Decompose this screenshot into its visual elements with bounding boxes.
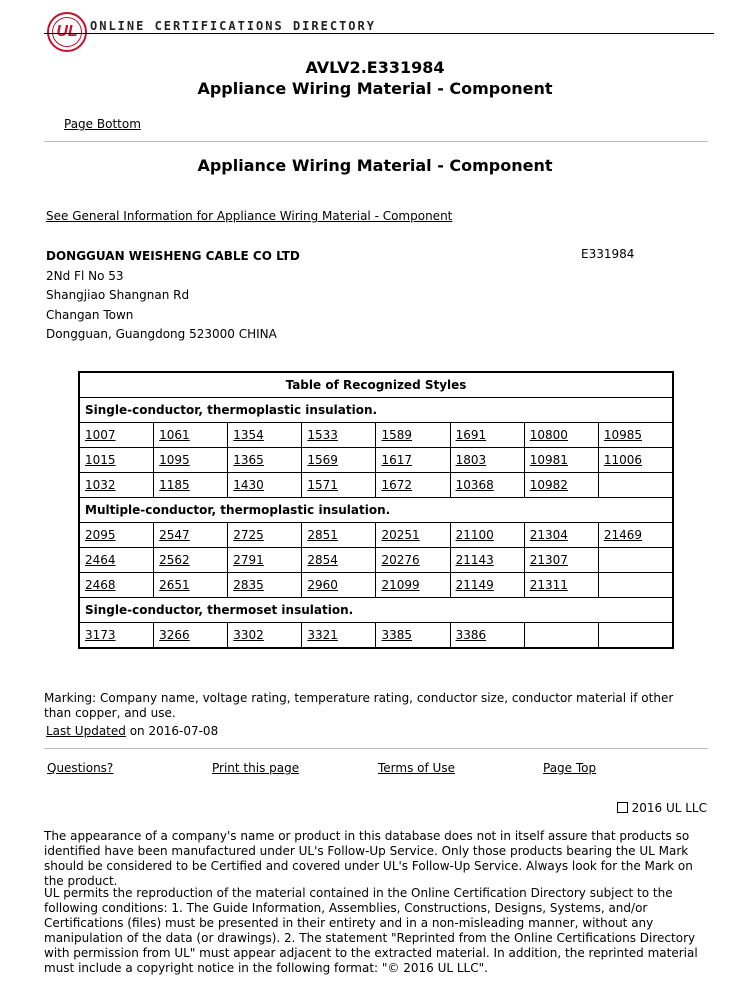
style-cell <box>598 523 673 548</box>
style-number-link[interactable]: 2095 <box>85 528 116 542</box>
style-cell <box>228 548 302 573</box>
section-heading: Appliance Wiring Material - Component <box>197 156 553 175</box>
style-number-link[interactable]: 3302 <box>233 628 264 642</box>
style-cell <box>154 423 228 448</box>
copyright <box>617 801 707 815</box>
table-row <box>79 523 673 548</box>
style-number-link[interactable]: 10368 <box>455 478 494 492</box>
style-cell <box>302 448 376 473</box>
style-cell <box>524 423 598 448</box>
address-line: Shangjiao Shangnan Rd <box>46 288 190 302</box>
style-number-link[interactable]: 1007 <box>85 428 116 442</box>
bottom-divider <box>44 748 708 749</box>
style-cell <box>154 448 228 473</box>
style-cell <box>154 573 228 598</box>
style-cell <box>228 473 302 498</box>
style-group-row <box>79 598 673 623</box>
style-cell <box>79 523 154 548</box>
style-cell <box>228 573 302 598</box>
style-cell <box>450 623 524 649</box>
style-cell <box>79 623 154 649</box>
style-number-link[interactable]: 3321 <box>307 628 338 642</box>
style-number-link[interactable]: 1589 <box>381 428 413 442</box>
style-cell <box>376 523 450 548</box>
style-number-link[interactable]: 2547 <box>159 528 190 542</box>
table-caption: Table of Recognized Styles <box>79 372 673 398</box>
style-cell <box>524 473 598 498</box>
style-number-link[interactable]: 3173 <box>85 628 116 642</box>
style-number-link[interactable]: 20276 <box>381 553 420 567</box>
directory-title: ONLINE CERTIFICATIONS DIRECTORY <box>90 19 376 33</box>
style-number-link[interactable]: 2725 <box>233 528 264 542</box>
company-info <box>46 247 300 345</box>
style-number-link[interactable]: 11006 <box>603 453 642 467</box>
file-number: E331984 <box>581 247 635 261</box>
style-number-link[interactable]: 1569 <box>307 453 338 467</box>
style-number-link[interactable]: 1365 <box>233 453 264 467</box>
style-cell <box>376 473 450 498</box>
site-header <box>0 0 750 60</box>
style-cell <box>154 473 228 498</box>
address-line: 2Nd Fl No 53 <box>46 268 124 283</box>
recognized-styles-table <box>78 371 674 649</box>
style-cell <box>228 448 302 473</box>
ul-logo-ring <box>52 17 82 47</box>
style-number-link[interactable]: 2835 <box>233 578 264 592</box>
style-cell <box>302 423 376 448</box>
style-number-link[interactable]: 1032 <box>85 478 116 492</box>
style-number-link[interactable]: 2651 <box>159 578 190 592</box>
style-cell <box>598 423 673 448</box>
style-cell <box>302 623 376 649</box>
style-cell <box>302 548 376 573</box>
print-page-link[interactable]: Print this page <box>212 761 300 775</box>
style-number-link[interactable]: 10985 <box>603 428 642 442</box>
style-cell <box>154 623 228 649</box>
ul-logo[interactable] <box>47 12 87 52</box>
table-caption-row <box>79 372 673 398</box>
category-code: AVLV2.E331984 <box>305 58 445 77</box>
style-number-link[interactable]: 1617 <box>381 453 413 467</box>
last-updated-link[interactable]: Last Updated <box>46 724 126 738</box>
style-group-label: Single-conductor, thermoset insulation. <box>79 598 673 623</box>
style-number-link[interactable]: 1571 <box>307 478 338 492</box>
style-cell <box>228 623 302 649</box>
header-divider <box>44 33 714 34</box>
style-number-link[interactable]: 1015 <box>85 453 116 467</box>
category-title: Appliance Wiring Material - Component <box>197 79 553 98</box>
style-number-link[interactable]: 3266 <box>159 628 190 642</box>
style-number-link[interactable]: 2464 <box>85 553 116 567</box>
style-cell <box>450 523 524 548</box>
table-row <box>79 573 673 598</box>
copyright-text: 2016 UL LLC <box>631 801 707 815</box>
style-cell <box>376 548 450 573</box>
style-cell <box>524 523 598 548</box>
style-cell <box>302 573 376 598</box>
style-cell <box>228 523 302 548</box>
style-number-link[interactable]: 20251 <box>381 528 420 542</box>
style-cell <box>228 423 302 448</box>
ul-logo-text: UL <box>56 23 78 40</box>
style-group-row <box>79 498 673 523</box>
style-cell <box>598 623 673 649</box>
style-group-label: Single-conductor, thermoplastic insulation. <box>79 398 673 423</box>
style-number-link[interactable]: 2851 <box>307 528 338 542</box>
style-number-link[interactable]: 2562 <box>159 553 190 567</box>
company-name: DONGGUAN WEISHENG CABLE CO LTD <box>46 249 300 263</box>
style-cell <box>154 548 228 573</box>
style-number-link[interactable]: 1533 <box>307 428 338 442</box>
style-cell <box>598 448 673 473</box>
style-cell <box>376 448 450 473</box>
general-info-link[interactable]: See General Information for Appliance Wiring Material - Component <box>46 209 453 223</box>
style-cell <box>376 623 450 649</box>
table-row <box>79 448 673 473</box>
style-number-link[interactable]: 21307 <box>529 553 568 567</box>
terms-of-use-link[interactable]: Terms of Use <box>378 761 455 775</box>
style-cell <box>524 448 598 473</box>
style-number-link[interactable]: 21149 <box>455 578 494 592</box>
style-number-link[interactable]: 2854 <box>307 553 338 567</box>
style-number-link[interactable]: 21311 <box>529 578 568 592</box>
table-row <box>79 548 673 573</box>
marking-text: Marking: Company name, voltage rating, temperature rating, conductor size, conductor material if other than copper, and use. <box>44 691 674 720</box>
style-group-row <box>79 398 673 423</box>
style-number-link[interactable]: 2468 <box>85 578 116 592</box>
style-cell <box>302 473 376 498</box>
style-number-link[interactable]: 21469 <box>603 528 642 542</box>
style-cell <box>524 548 598 573</box>
style-number-link[interactable]: 21143 <box>455 553 494 567</box>
style-cell <box>302 523 376 548</box>
last-updated-date: on 2016-07-08 <box>125 724 219 738</box>
style-cell <box>450 548 524 573</box>
style-cell <box>376 573 450 598</box>
style-number-link[interactable]: 21100 <box>455 528 494 542</box>
style-number-link[interactable]: 21099 <box>381 578 420 592</box>
table-row <box>79 623 673 649</box>
style-number-link[interactable]: 1185 <box>159 478 190 492</box>
table-row <box>79 423 673 448</box>
style-cell <box>598 548 673 573</box>
style-cell <box>450 448 524 473</box>
style-number-link[interactable]: 10982 <box>529 478 568 492</box>
style-group-label: Multiple-conductor, thermoplastic insulation. <box>79 498 673 523</box>
style-cell <box>79 423 154 448</box>
style-number-link[interactable]: 1672 <box>381 478 413 492</box>
style-cell <box>154 523 228 548</box>
style-cell <box>524 623 598 649</box>
style-number-link[interactable]: 10800 <box>529 428 568 442</box>
style-cell <box>79 548 154 573</box>
style-number-link[interactable]: 21304 <box>529 528 568 542</box>
style-cell <box>79 473 154 498</box>
style-cell <box>450 573 524 598</box>
style-cell <box>524 573 598 598</box>
top-divider <box>44 141 708 142</box>
style-cell <box>376 423 450 448</box>
style-number-link[interactable]: 1691 <box>455 428 487 442</box>
last-updated <box>46 724 218 738</box>
style-number-link[interactable]: 1803 <box>455 453 487 467</box>
style-cell <box>79 573 154 598</box>
style-number-link[interactable]: 2791 <box>233 553 264 567</box>
copyright-icon <box>617 802 628 813</box>
style-number-link[interactable]: 1061 <box>159 428 190 442</box>
table-row <box>79 473 673 498</box>
style-cell <box>79 448 154 473</box>
style-number-link[interactable]: 2960 <box>307 578 338 592</box>
page-title <box>0 57 750 99</box>
page-bottom-link[interactable]: Page Bottom <box>64 117 141 131</box>
style-cell <box>450 473 524 498</box>
style-number-link[interactable]: 3385 <box>381 628 413 642</box>
disclaimer-followup: The appearance of a company's name or product in this database does not in itself assure that products so identified have been manufactured under UL's Follow-Up Service. Only those products bearing the UL Mark should be considered to be Certified and covered under UL's Follow-Up Service. Always look for the Mark on the product. <box>44 829 693 888</box>
style-number-link[interactable]: 1354 <box>233 428 264 442</box>
style-cell <box>450 423 524 448</box>
style-number-link[interactable]: 1095 <box>159 453 190 467</box>
style-cell <box>598 473 673 498</box>
address-line: Dongguan, Guangdong 523000 CHINA <box>46 327 277 341</box>
questions-link[interactable]: Questions? <box>47 761 114 775</box>
style-number-link[interactable]: 10981 <box>529 453 568 467</box>
style-cell <box>598 573 673 598</box>
style-number-link[interactable]: 3386 <box>455 628 487 642</box>
style-number-link[interactable]: 1430 <box>233 478 264 492</box>
disclaimer-reproduction: UL permits the reproduction of the material contained in the Online Certification Directory subject to the following conditions: 1. The Guide Information, Assemblies, Constructions, Designs, Systems, and/or Certifications (files) must be presented in their entirety and in a non-misleading manner, without any manipulation of the data (or drawings). 2. The statement "Reprinted from the Online Certifications Directory with permission from UL" must appear adjacent to the extracted material. In addition, the reprinted material must include a copyright notice in the following format: "© 2016 UL LLC". <box>44 886 698 975</box>
page-top-link[interactable]: Page Top <box>543 761 597 775</box>
address-line: Changan Town <box>46 307 134 322</box>
